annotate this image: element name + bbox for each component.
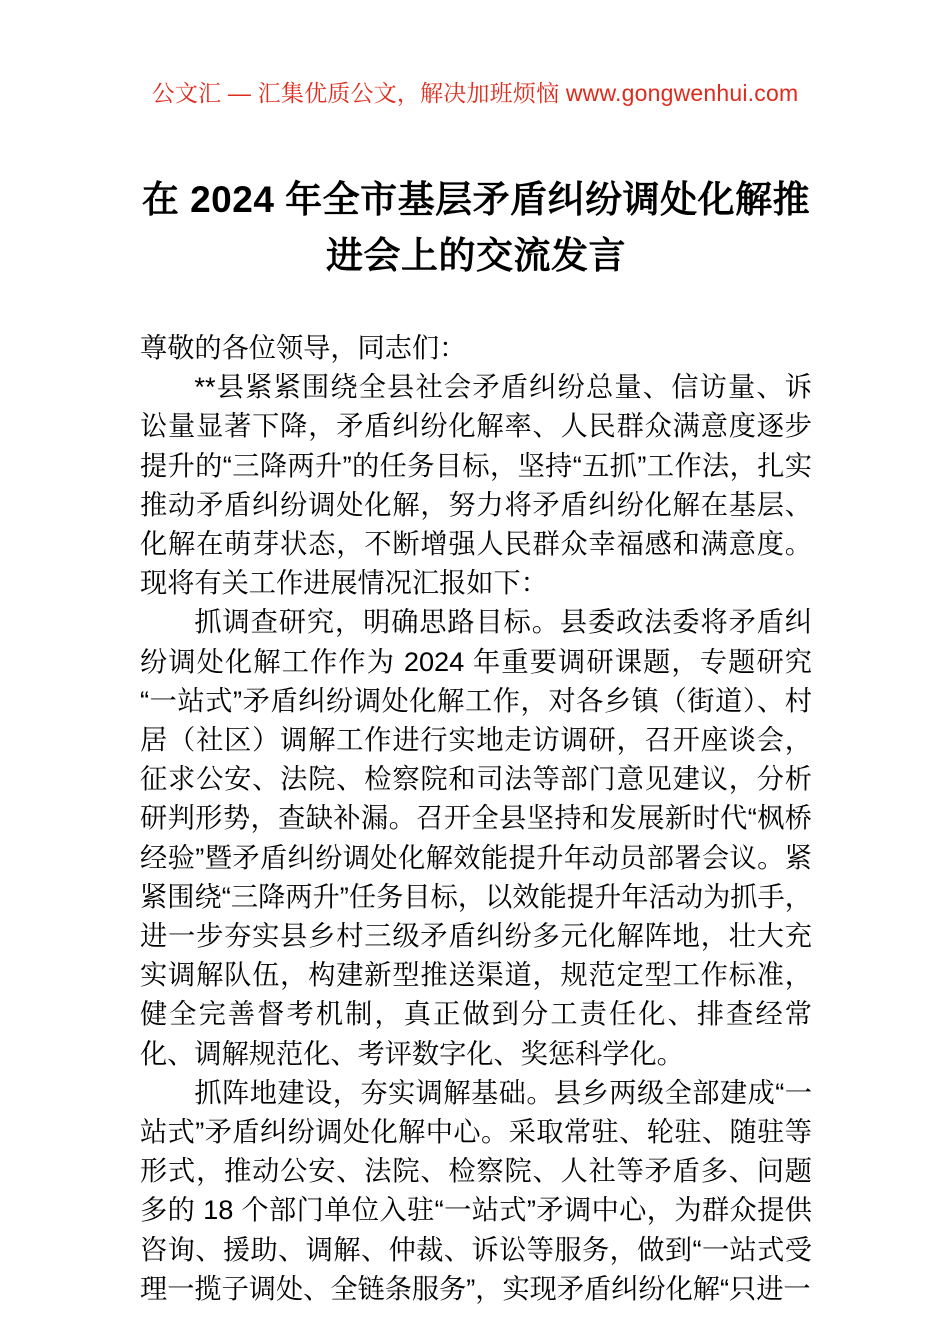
site-watermark-banner: 公文汇 — 汇集优质公文，解决加班烦恼 www.gongwenhui.com: [151, 80, 799, 106]
paragraph-overview: **县紧紧围绕全县社会矛盾纠纷总量、信访量、诉讼量显著下降，矛盾纠纷化解率、人民群众满意度逐步提升的“三降两升”的任务目标，坚持“五抓”工作法，扎实推动矛盾纠纷调处化解，努力将矛盾纠纷化解在基层、化解在萌芽状态，不断增强人民群众幸福感和满意度。现将有关工作进展情况汇报如下：: [140, 371, 812, 599]
document-body-column: [140, 0, 812, 1308]
document-text-content: [140, 284, 812, 1308]
paragraph-facilities: 抓阵地建设，夯实调解基础。县乡两级全部建成“一站式”矛盾纠纷调处化解中心。采取常驻、轮驻、随驻等形式，推动公安、法院、检察院、人社等矛盾多、问题多的 18 个部门单位入驻“一站式”矛调中心，为群众提供咨询、援助、调解、仲裁、诉讼等服务，做到“一站式受理一揽子调处、全链条服务”，实现矛盾纠纷化解“只进一: [140, 1076, 812, 1304]
salutation-line: 尊敬的各位领导，同志们：: [140, 332, 467, 363]
document-title: 在 2024 年全市基层矛盾纠纷调处化解推进会上的交流发言: [141, 179, 811, 276]
paragraph-research: 抓调查研究，明确思路目标。县委政法委将矛盾纠纷调处化解工作作为 2024 年重要调研课题，专题研究“一站式”矛盾纠纷调处化解工作，对各乡镇（街道）、村居（社区）调解工作进行实地走访调研，召开座谈会，征求公安、法院、检察院和司法等部门意见建议，分析研判形势，查缺补漏。召开全县坚持和发展新时代“枫桥经验”暨矛盾纠纷调处化解效能提升年动员部署会议。紧紧围绕“三降两升”任务目标，以效能提升年活动为抓手，进一步夯实县乡村三级矛盾纠纷多元化解阵地，壮大充实调解队伍，构建新型推送渠道，规范定型工作标准，健全完善督考机制，真正做到分工责任化、排查经常化、调解规范化、考评数字化、奖惩科学化。: [140, 606, 812, 1069]
